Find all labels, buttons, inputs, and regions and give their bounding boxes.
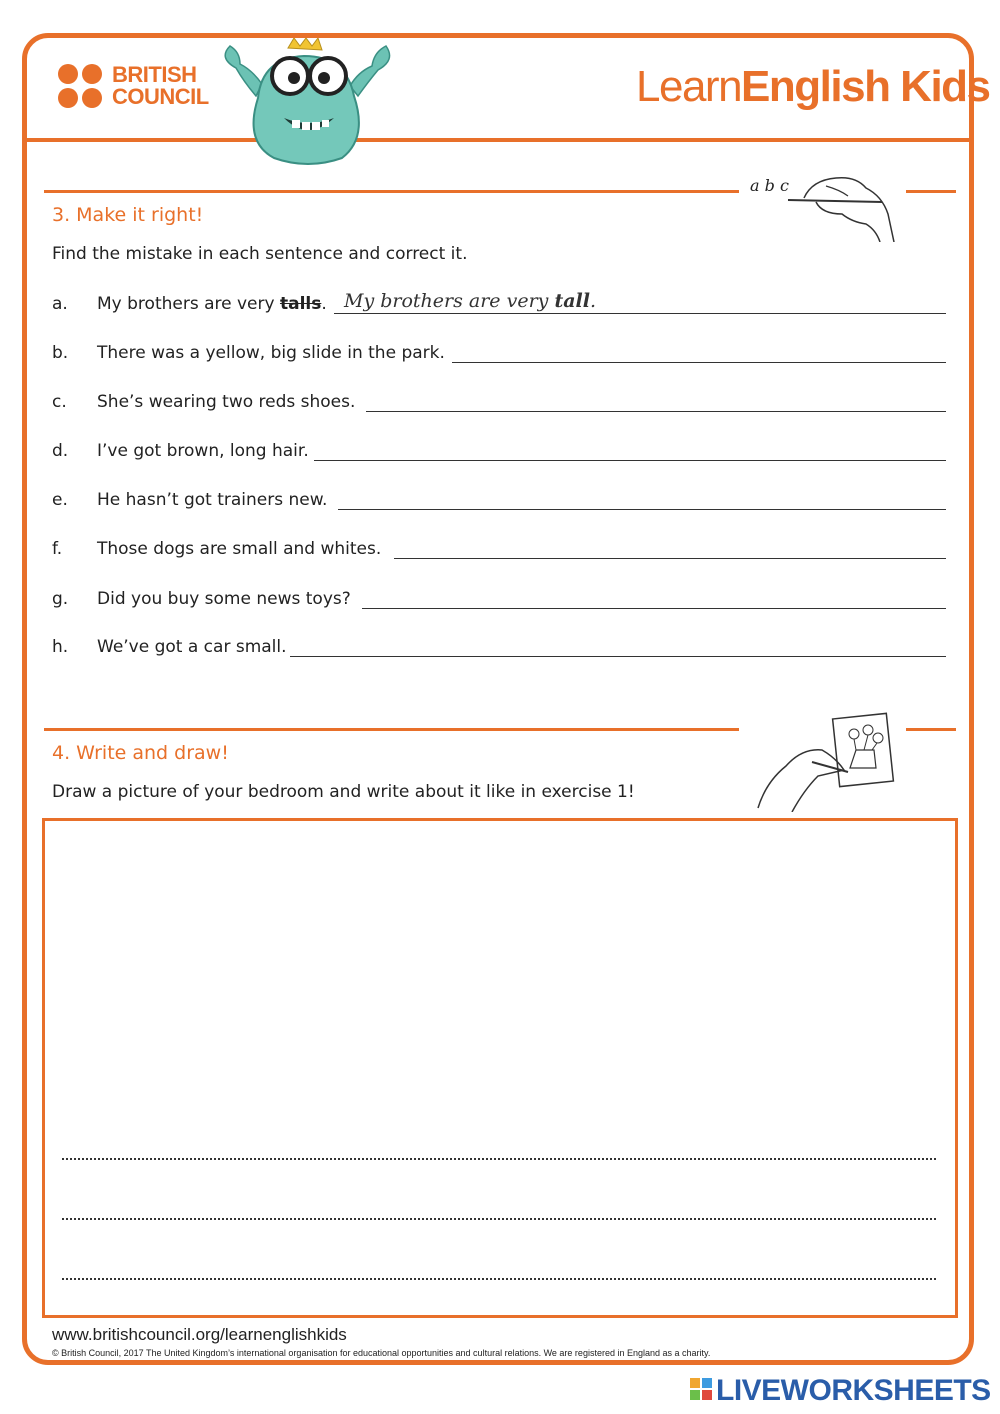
abc-handwriting: a b c <box>750 176 789 195</box>
liveworksheets-text: LIVEWORKSHEETS <box>716 1374 991 1407</box>
writing-line-1[interactable] <box>62 1158 936 1160</box>
british-council-dots-icon <box>58 64 106 112</box>
writing-line-2[interactable] <box>62 1218 936 1220</box>
item-letter: a. <box>52 294 68 314</box>
item-sentence: Did you buy some news toys? <box>97 589 351 609</box>
section4-rule-right <box>906 728 956 731</box>
section3-instruction: Find the mistake in each sentence and correct it. <box>52 244 468 264</box>
header-divider <box>27 138 973 142</box>
footer-copyright: © British Council, 2017 The United Kingdom’s international organisation for educational opportunities and cultural relations. We are registered in England as a charity. <box>52 1348 711 1358</box>
item-sentence: Those dogs are small and whites. <box>97 539 382 559</box>
section4-instruction: Draw a picture of your bedroom and write about it like in exercise 1! <box>52 782 635 802</box>
item-letter: b. <box>52 343 69 363</box>
example-answer-suffix: . <box>589 290 597 312</box>
item-letter: c. <box>52 392 67 412</box>
learnenglish-kids-logo <box>636 62 990 112</box>
monster-mascot-icon <box>218 38 398 166</box>
item-sentence: We’ve got a car small. <box>97 637 287 657</box>
item-letter: g. <box>52 589 69 609</box>
writing-line-3[interactable] <box>62 1278 936 1280</box>
example-before: My brothers are very <box>97 294 280 314</box>
liveworksheets-logo-icon <box>690 1378 714 1404</box>
lek-english-kids: English Kids <box>741 62 990 111</box>
section3-rule-right <box>906 190 956 193</box>
example-answer <box>344 290 596 312</box>
drawing-area[interactable] <box>42 818 958 1318</box>
lek-learn: Learn <box>636 62 742 111</box>
item-letter: h. <box>52 637 69 657</box>
answer-line-g[interactable] <box>362 608 946 609</box>
answer-line-d[interactable] <box>314 460 946 461</box>
section4-title: 4. Write and draw! <box>52 742 229 764</box>
writing-hand-icon <box>786 170 896 242</box>
answer-line-e[interactable] <box>338 509 946 510</box>
answer-line-a[interactable] <box>334 313 946 314</box>
example-after: . <box>321 294 327 314</box>
section3-title: 3. Make it right! <box>52 204 204 226</box>
item-sentence: I’ve got brown, long hair. <box>97 441 309 461</box>
example-answer-bold: tall <box>554 290 590 312</box>
drawing-hand-icon <box>756 712 896 812</box>
section3-rule-left <box>44 190 739 193</box>
item-letter: e. <box>52 490 68 510</box>
bc-line2: COUNCIL <box>112 84 209 109</box>
item-sentence: He hasn’t got trainers new. <box>97 490 328 510</box>
answer-line-f[interactable] <box>394 558 946 559</box>
answer-line-c[interactable] <box>366 411 946 412</box>
item-letter: d. <box>52 441 69 461</box>
answer-line-h[interactable] <box>290 656 946 657</box>
footer-url[interactable]: www.britishcouncil.org/learnenglishkids <box>52 1325 347 1344</box>
item-letter: f. <box>52 539 63 559</box>
item-sentence: She’s wearing two reds shoes. <box>97 392 356 412</box>
bc-line1: BRITISH <box>112 62 197 87</box>
item-sentence: There was a yellow, big slide in the park. <box>97 343 445 363</box>
example-struck-word: talls <box>279 294 322 314</box>
example-sentence <box>97 294 327 314</box>
section4-rule-left <box>44 728 739 731</box>
example-answer-prefix: My brothers are very <box>344 290 555 312</box>
answer-line-b[interactable] <box>452 362 946 363</box>
